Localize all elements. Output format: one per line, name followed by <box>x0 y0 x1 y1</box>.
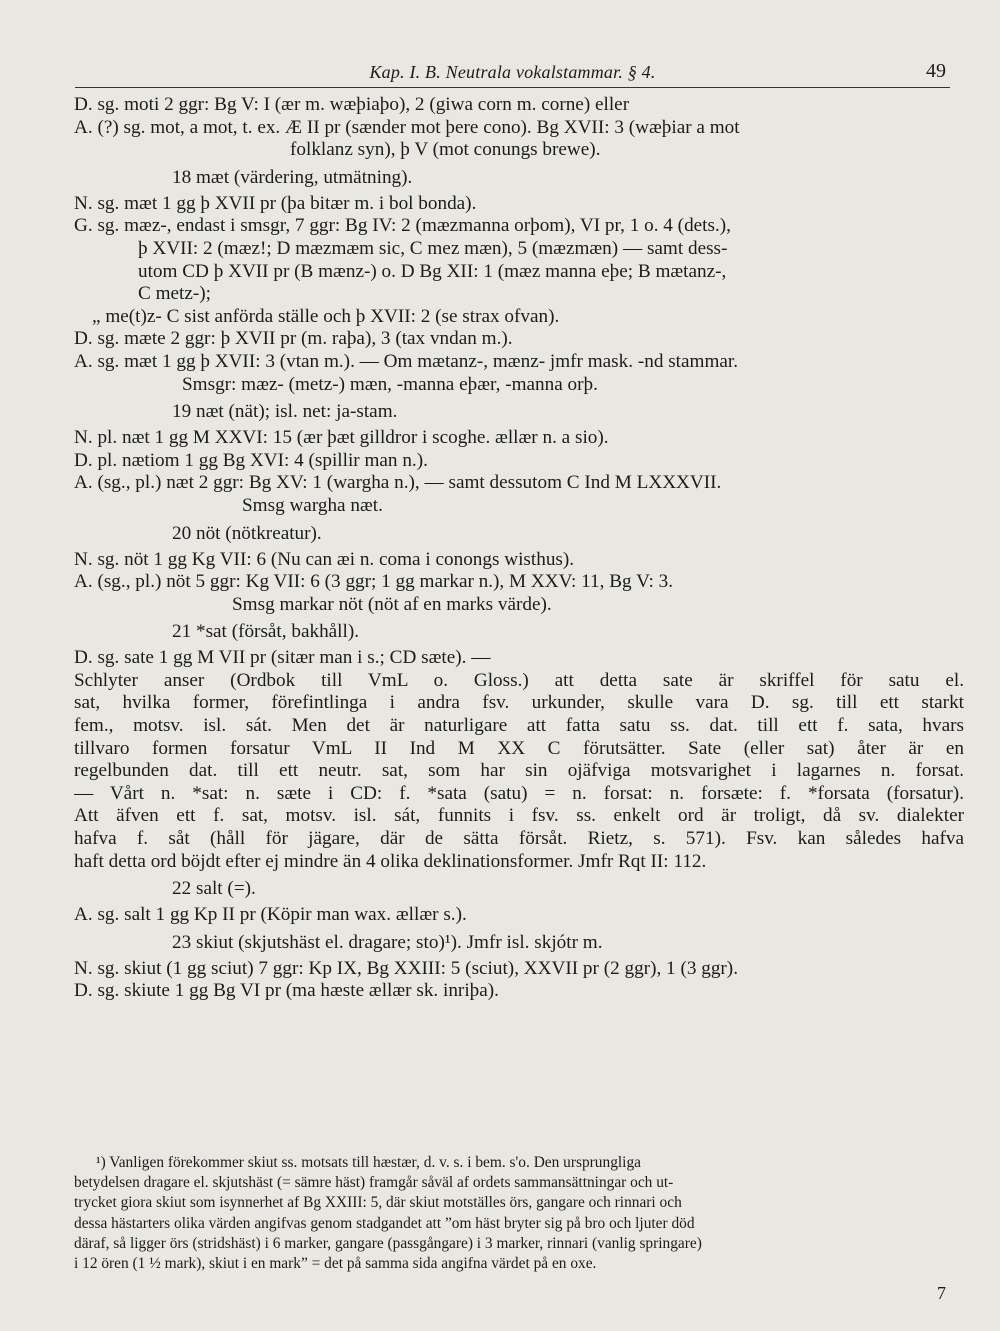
text-line: tillvaro formen forsatur VmL II Ind M XX C förutsätter. Sate (eller sat) åter är en <box>74 737 964 759</box>
page-number: 49 <box>926 60 946 82</box>
text-line: A. sg. mæt 1 gg þ XVII: 3 (vtan m.). — Om mætanz-, mænz- jmfr mask. -nd stammar. <box>74 350 739 372</box>
footnote-line: ¹) Vanligen förekommer skiut ss. motsats till hæstær, d. v. s. i bem. s'o. Den ursprungliga <box>96 1154 641 1171</box>
text-line: utom CD þ XVII pr (B mænz-) o. D Bg XII: 1 (mæz manna eþe; B mætanz-, <box>138 260 727 282</box>
text-line: N. pl. næt 1 gg M XXVI: 15 (ær þæt gilldror i scoghe. ællær n. a sio). <box>74 427 609 449</box>
footnote-line: i 12 ören (1 ½ mark), skiut i en mark” = det på samma sida angifna värdet på en oxe. <box>74 1254 597 1272</box>
text-line: haft detta ord böjdt efter ej mindre än 4 olika deklinationsformer. Jmfr Rqt II: 112. <box>74 850 707 872</box>
footnote-line: dessa hästarters olika värden angifvas genom stadgandet att ”om häst bryter sig på bro och ljuter död <box>74 1214 695 1232</box>
text-line: G. sg. mæz-, endast i smsgr, 7 ggr: Bg IV: 2 (mæzmanna orþom), VI pr, 1 o. 4 (dets.), <box>74 215 731 237</box>
text-line: sat, hvilka former, förefintlinga i andra fsv. urkunder, skulle vara D. sg. till ett starkt <box>74 692 964 714</box>
entry-heading: 22 salt (=). <box>172 878 256 900</box>
text-line: Att äfven ett f. sat, motsv. isl. sát, funnits i fsv. ss. enkelt ord är troligt, då sv. dialekter <box>74 805 964 827</box>
text-line: Smsgr: mæz- (metz-) mæn, -manna eþær, -manna orþ. <box>182 373 598 395</box>
text-line: A. (sg., pl.) nöt 5 ggr: Kg VII: 6 (3 ggr; 1 gg markar n.), M XXV: 11, Bg V: 3. <box>74 571 674 593</box>
text-line: D. sg. mæte 2 ggr: þ XVII pr (m. raþa), 3 (tax vndan m.). <box>74 328 513 350</box>
text-line: N. sg. mæt 1 gg þ XVII pr (þa bitær m. i bol bonda). <box>74 192 477 214</box>
text-line: Smsg wargha næt. <box>242 494 383 516</box>
text-line: Schlyter anser (Ordbok till VmL o. Gloss.) att detta sate är skriffel för satu el. <box>74 669 964 691</box>
text-line: folklanz syn), þ V (mot conungs brewe). <box>290 139 601 161</box>
main-text <box>74 94 964 1003</box>
text-line: fem., motsv. isl. sát. Men det är naturligare att fatta satu ss. dat. till ett f. sata, hvars <box>74 715 964 737</box>
footnote <box>74 1153 964 1274</box>
signature-mark: 7 <box>937 1283 946 1303</box>
footnote-line: däraf, så ligger örs (stridshäst) i 6 marker, gangare (passgångare) i 3 marker, rinnari (vanlig springare) <box>74 1234 702 1252</box>
footnote-line: trycket giora skiut som isynnerhet af Bg XXIII: 5, där skiut motställes örs, gangare och rinnari och <box>74 1194 682 1212</box>
footnote-line: betydelsen dragare el. skjutshäst (= sämre häst) framgår såväl af ordets sammansättningar och ut- <box>74 1174 674 1192</box>
entry-heading: 19 næt (nät); isl. net: ja-stam. <box>172 401 398 423</box>
text-line: A. sg. salt 1 gg Kp II pr (Köpir man wax. ællær s.). <box>74 904 467 926</box>
entry-heading: 20 nöt (nötkreatur). <box>172 522 322 544</box>
header-rule <box>75 87 950 88</box>
text-line: D. sg. skiute 1 gg Bg VI pr (ma hæste ællær sk. inriþa). <box>74 980 499 1002</box>
entry-heading: 18 mæt (värdering, utmätning). <box>172 166 413 188</box>
header-title: Kap. I. B. Neutrala vokalstammar. § 4. <box>369 62 656 82</box>
text-line: N. sg. skiut (1 gg sciut) 7 ggr: Kp IX, Bg XXIII: 5 (sciut), XXVII pr (2 ggr), 1 (3 ggr). <box>74 957 738 979</box>
text-line: regelbunden dat. till ett neutr. sat, som har sin ojäfviga motsvarighet i lagarnes n. forsat. <box>74 760 964 782</box>
text-line: Smsg markar nöt (nöt af en marks värde). <box>232 593 552 615</box>
text-line: hafva f. såt (håll för jägare, där de sätta försåt. Rietz, s. 571). Fsv. kan således hafva <box>74 828 964 850</box>
text-line: A. (sg., pl.) næt 2 ggr: Bg XV: 1 (wargha n.), — samt dessutom C Ind M LXXXVII. <box>74 472 722 494</box>
text-line: D. pl. nætiom 1 gg Bg XVI: 4 (spillir man n.). <box>74 449 428 471</box>
text-line: D. sg. sate 1 gg M VII pr (sitær man i s.; CD sæte). — <box>74 647 491 669</box>
text-line: þ XVII: 2 (mæz!; D mæzmæm sic, C mez mæn), 5 (mæzmæn) — samt dess- <box>138 237 728 259</box>
text-line: D. sg. moti 2 ggr: Bg V: I (ær m. wæþiaþo), 2 (giwa corn m. corne) eller <box>74 94 630 115</box>
text-line: A. (?) sg. mot, a mot, t. ex. Æ II pr (sænder mot þere cono). Bg XVII: 3 (wæþiar a mot <box>74 116 740 138</box>
text-line: „ me(t)z- C sist anförda ställe och þ XVII: 2 (se strax ofvan). <box>92 305 560 327</box>
text-line: — Vårt n. *sat: n. sæte i CD: f. *sata (satu) = n. forsat: n. forsæte: f. *forsata (forsatur). <box>74 782 964 804</box>
entry-heading: 21 *sat (försåt, bakhåll). <box>172 621 360 643</box>
text-line: C metz-); <box>138 283 211 305</box>
running-header <box>75 60 950 88</box>
text-line: N. sg. nöt 1 gg Kg VII: 6 (Nu can æi n. coma i conongs wisthus). <box>74 548 575 570</box>
entry-heading: 23 skiut (skjutshäst el. dragare; sto)¹). Jmfr isl. skjótr m. <box>172 931 603 953</box>
